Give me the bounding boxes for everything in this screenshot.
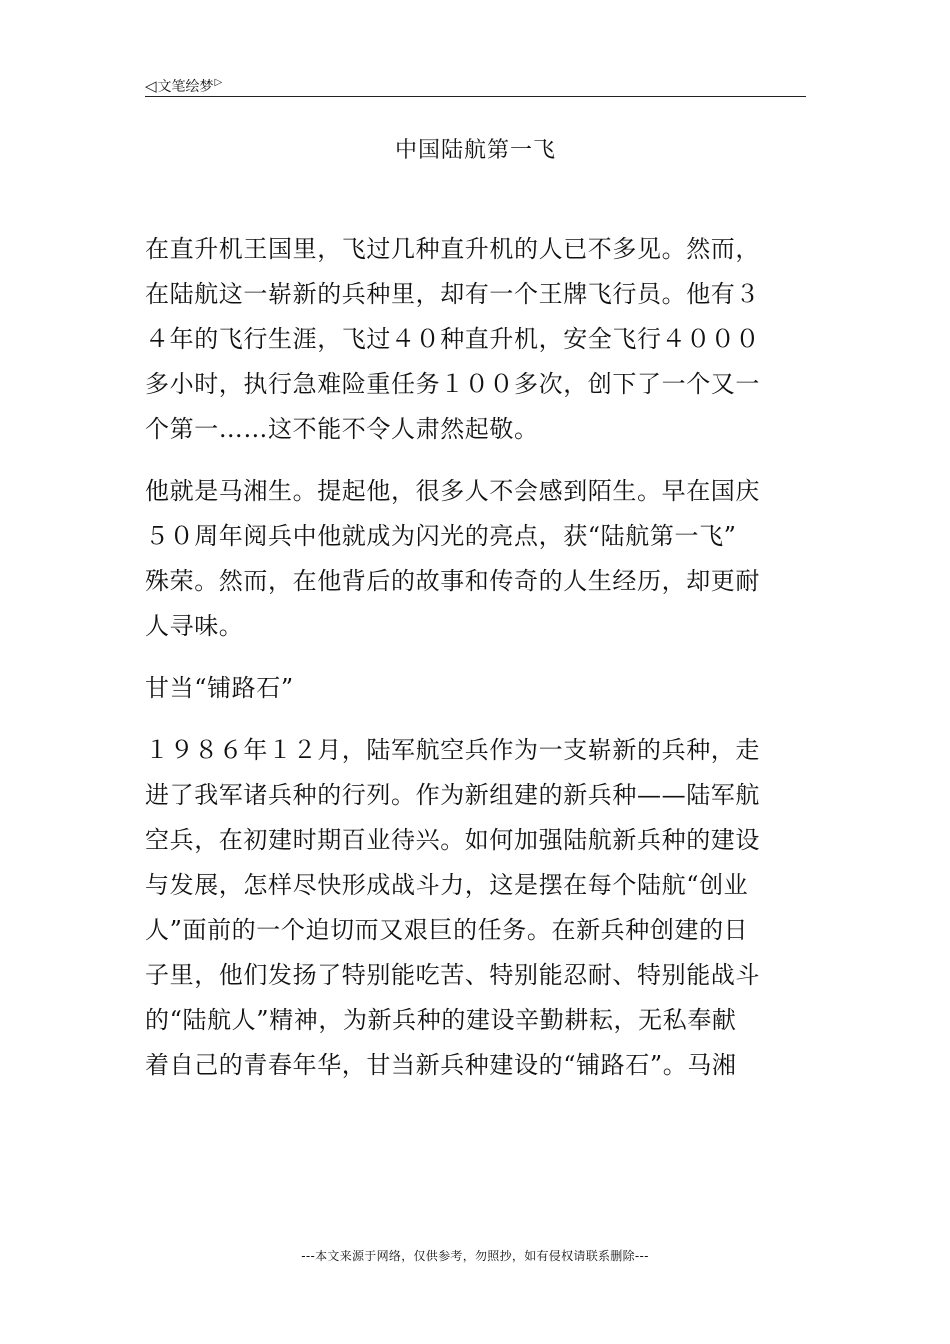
text-line: 进了我军诸兵种的行列。作为新组建的新兵种——陆军航 (145, 781, 760, 809)
header-brand-text: 文笔绘梦 (157, 79, 214, 95)
document-body (145, 227, 806, 1105)
header-brand (145, 76, 222, 96)
text-line: 多小时，执行急难险重任务１００多次，创下了一个又一 (145, 370, 760, 398)
paragraph-2 (145, 469, 806, 649)
text-line: 与发展，怎样尽快形成战斗力，这是摆在每个陆航“创业 (145, 871, 749, 899)
text-line: 在陆航这一崭新的兵种里，却有一个王牌飞行员。他有３ (145, 280, 760, 308)
text-line: 子里，他们发扬了特别能吃苦、特别能忍耐、特别能战斗 (145, 961, 760, 989)
text-line: 的“陆航人”精神，为新兵种的建设辛勤耕耘，无私奉献 (145, 1006, 737, 1034)
paragraph-3 (145, 728, 806, 1088)
text-line: ５０周年阅兵中他就成为闪光的亮点，获“陆航第一飞” (145, 522, 737, 550)
text-line: ４年的飞行生涯，飞过４０种直升机，安全飞行４０００ (145, 325, 760, 353)
left-triangle-icon: ◁ (145, 77, 157, 95)
document-title: 中国陆航第一飞 (394, 138, 556, 163)
footer-notice: ---本文来源于网络，仅供参考，勿照抄，如有侵权请联系删除--- (301, 1249, 649, 1263)
text-line: 在直升机王国里，飞过几种直升机的人已不多见。然而， (145, 235, 760, 263)
paragraph-1 (145, 227, 806, 452)
page-header (145, 72, 806, 97)
text-line: 人寻味。 (145, 612, 244, 640)
text-line: 殊荣。然而，在他背后的故事和传奇的人生经历，却更耐 (145, 567, 760, 595)
text-line: 个第一……这不能不令人肃然起敬。 (145, 415, 539, 443)
text-line: 人”面前的一个迫切而又艰巨的任务。在新兵种创建的日 (145, 916, 749, 944)
text-line: 空兵，在初建时期百业待兴。如何加强陆航新兵种的建设 (145, 826, 760, 854)
text-line: 他就是马湘生。提起他，很多人不会感到陌生。早在国庆 (145, 477, 760, 505)
text-line: １９８６年１２月，陆军航空兵作为一支崭新的兵种，走 (145, 736, 760, 764)
section-heading-text: 甘当“铺路石” (145, 674, 294, 702)
section-heading (145, 666, 806, 711)
right-triangle-icon: ▷ (214, 76, 223, 88)
text-line: 着自己的青春年华，甘当新兵种建设的“铺路石”。马湘 (145, 1051, 737, 1079)
